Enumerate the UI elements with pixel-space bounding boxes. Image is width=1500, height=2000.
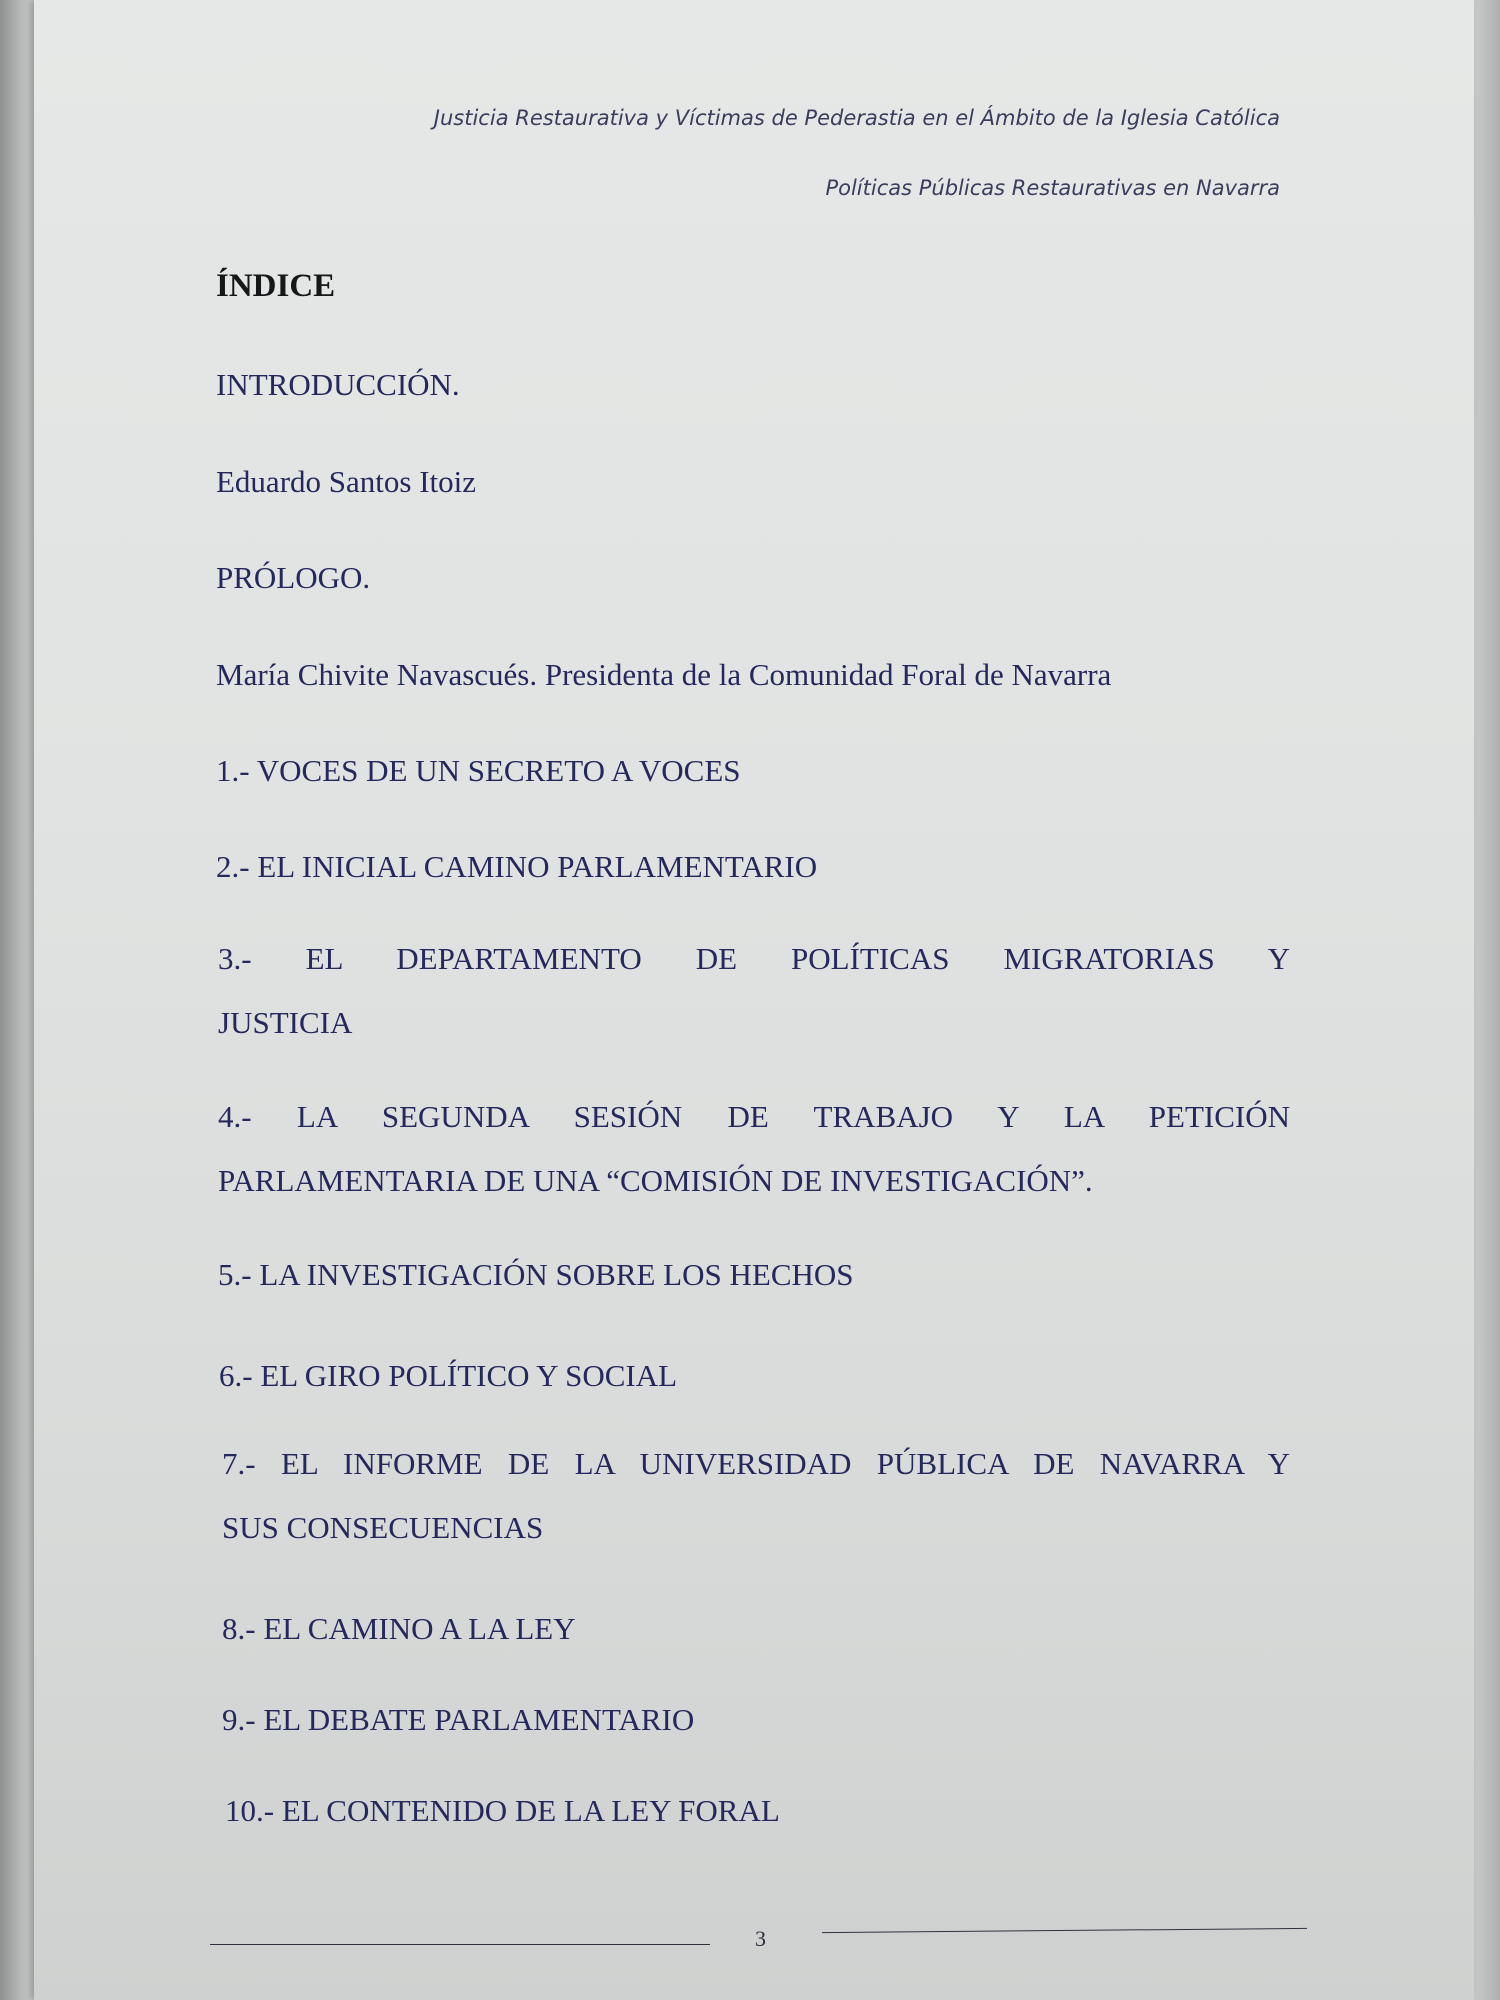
toc-entry-chapter-9: 9.- EL DEBATE PARLAMENTARIO (222, 1702, 695, 1737)
toc-entry-chapter-8: 8.- EL CAMINO A LA LEY (222, 1611, 576, 1646)
toc-heading: ÍNDICE (216, 268, 336, 304)
toc-entry-introduction: INTRODUCCIÓN. (216, 367, 460, 402)
toc-entry-chapter-4-line2: PARLAMENTARIA DE UNA “COMISIÓN DE INVESTIGACIÓN”. (218, 1163, 1093, 1198)
toc-entry-chapter-5: 5.- LA INVESTIGACIÓN SOBRE LOS HECHOS (218, 1257, 854, 1292)
toc-entry-chapter-7-line1: 7.- EL INFORME DE LA UNIVERSIDAD PÚBLICA DE NAVARRA Y (222, 1446, 1290, 1481)
toc-entry-chapter-4 (218, 1085, 1290, 1213)
toc-entry-introduction-author: Eduardo Santos Itoiz (216, 464, 477, 499)
toc-entry-prologue: PRÓLOGO. (216, 560, 371, 595)
page-number: 3 (755, 1926, 766, 1951)
toc-entry-chapter-2: 2.- EL INICIAL CAMINO PARLAMENTARIO (216, 849, 818, 884)
toc-entry-chapter-4-line1: 4.- LA SEGUNDA SESIÓN DE TRABAJO Y LA PETICIÓN (218, 1099, 1290, 1134)
toc-entry-prologue-author: María Chivite Navascués. Presidenta de la Comunidad Foral de Navarra (216, 657, 1112, 692)
toc-entry-chapter-10: 10.- EL CONTENIDO DE LA LEY FORAL (225, 1793, 780, 1828)
running-header-subtitle: Políticas Públicas Restaurativas en Navarra (825, 176, 1280, 200)
footer-rule-left (210, 1944, 710, 1945)
background-edge (1474, 0, 1500, 2000)
book-spine-edge (0, 0, 34, 2000)
toc-entry-chapter-7 (222, 1432, 1290, 1560)
running-header-title: Justicia Restaurativa y Víctimas de Pederastia en el Ámbito de la Iglesia Católica (433, 106, 1280, 130)
toc-entry-chapter-3 (218, 927, 1290, 1055)
toc-entry-chapter-6: 6.- EL GIRO POLÍTICO Y SOCIAL (219, 1358, 678, 1393)
toc-entry-chapter-7-line2: SUS CONSECUENCIAS (222, 1510, 544, 1545)
toc-entry-chapter-3-line1: 3.- EL DEPARTAMENTO DE POLÍTICAS MIGRATORIAS Y (218, 941, 1290, 976)
toc-entry-chapter-3-line2: JUSTICIA (218, 1005, 353, 1040)
toc-entry-chapter-1: 1.- VOCES DE UN SECRETO A VOCES (216, 753, 741, 788)
